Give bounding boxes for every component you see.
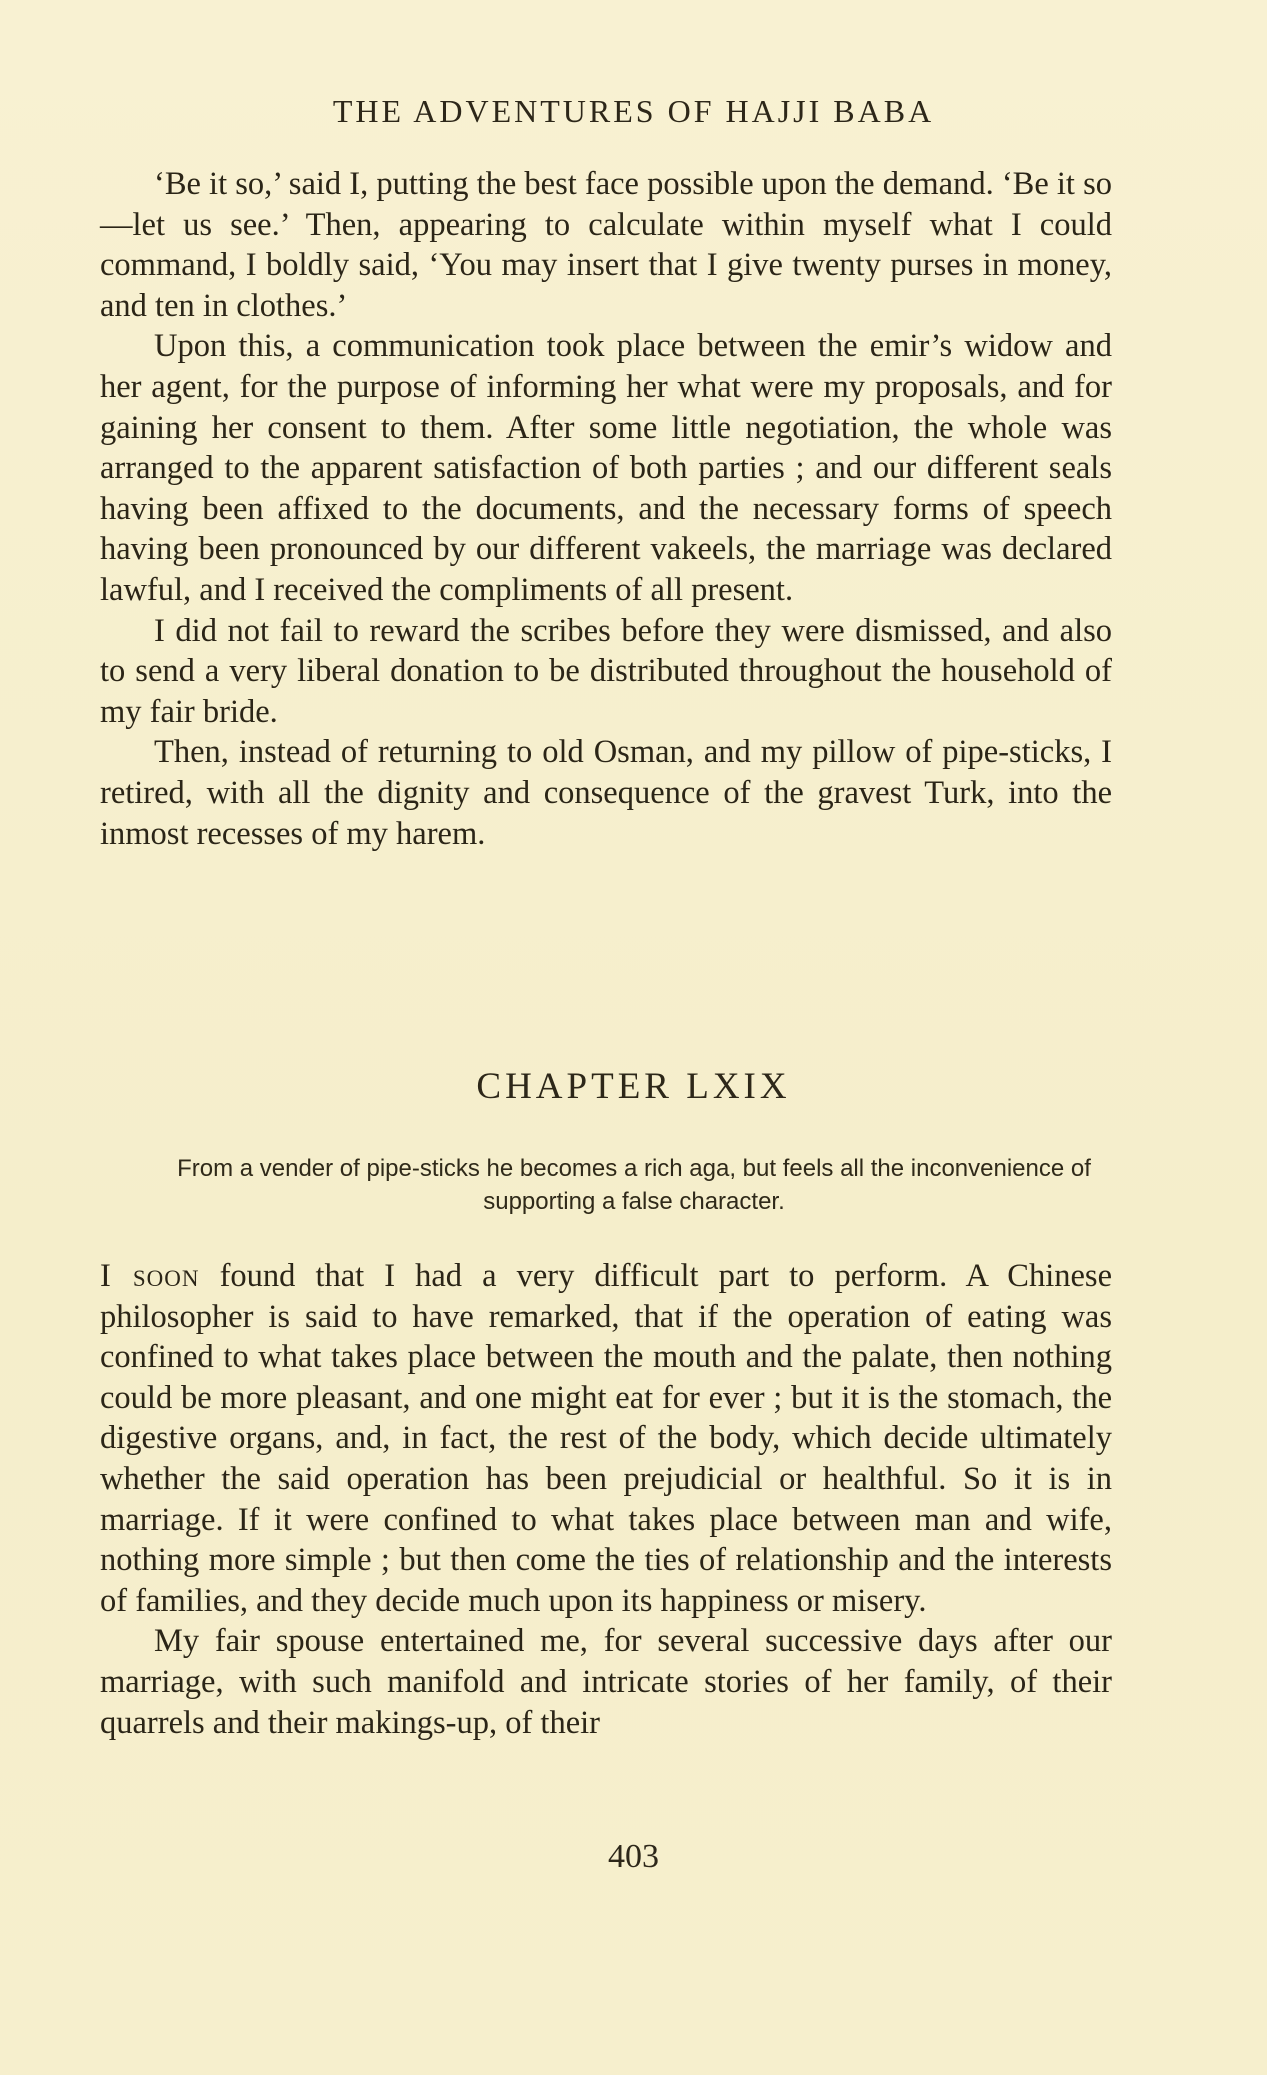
top-section: [100, 164, 1112, 854]
paragraph-chapter-opening: [100, 1256, 1112, 1621]
chapter-title: CHAPTER LXIX: [476, 1066, 791, 1107]
paragraph-be-it-so: ‘Be it so,’ said I, putting the best face possible upon the demand. ‘Be it so—let us see.’ Then, appearing to calculate within myself what I could command, I boldly said, ‘You may insert that I give twenty purses in money, and ten in clothes.’: [100, 166, 1112, 324]
paragraph-communication: Upon this, a communication took place between the emir’s widow and her agent, for the purpose of informing her what were my proposals, and for gaining her consent to them. After some little negotiation, the whole was arranged to the apparent satisfaction of both parties ; and our different seals having been affixed to the documents, and the necessary forms of speech having been pronounced by our different vakeels, the marriage was declared lawful, and I received the compliments of all present.: [100, 328, 1112, 608]
opening-paragraph-text: found that I had a very difficult part to perform. A Chinese philosopher is said to have remarked, that if the operation of eating was confined to what takes place between the mouth and the palate, then nothing could be more pleasant, and one might eat for ever ; but it is the stomach, the digestive organs, and, in fact, the rest of the body, which decide ultimately whether the said operation has been prejudicial or healthful. So it is in marriage. If it were confined to what takes place between man and wife, nothing more simple ; but then come the ties of relationship and the interests of families, and they decide much upon its happiness or misery.: [100, 1258, 1112, 1619]
chapter-summary: From a vender of pipe-sticks he becomes a rich aga, but feels all the inconvenience of supporting a false character.: [177, 1155, 1091, 1215]
page-number: 403: [608, 1838, 659, 1875]
paragraph-fair-spouse: My fair spouse entertained me, for several successive days after our marriage, with such manifold and intricate stories of her family, of their quarrels and their makings-up, of their: [100, 1623, 1112, 1741]
chapter-body: [100, 1256, 1112, 1743]
paragraph-reward-scribes: I did not fail to reward the scribes before they were dismissed, and also to send a very liberal donation to be distributed throughout the household of my fair bride.: [100, 612, 1112, 730]
running-head-title: THE ADVENTURES OF HAJJI BABA: [332, 93, 935, 129]
opening-small-caps: I soon: [100, 1258, 200, 1294]
paragraph-harem: Then, instead of returning to old Osman, and my pillow of pipe-sticks, I retired, with all the dignity and consequence of the gravest Turk, into the inmost recesses of my harem.: [100, 734, 1112, 852]
